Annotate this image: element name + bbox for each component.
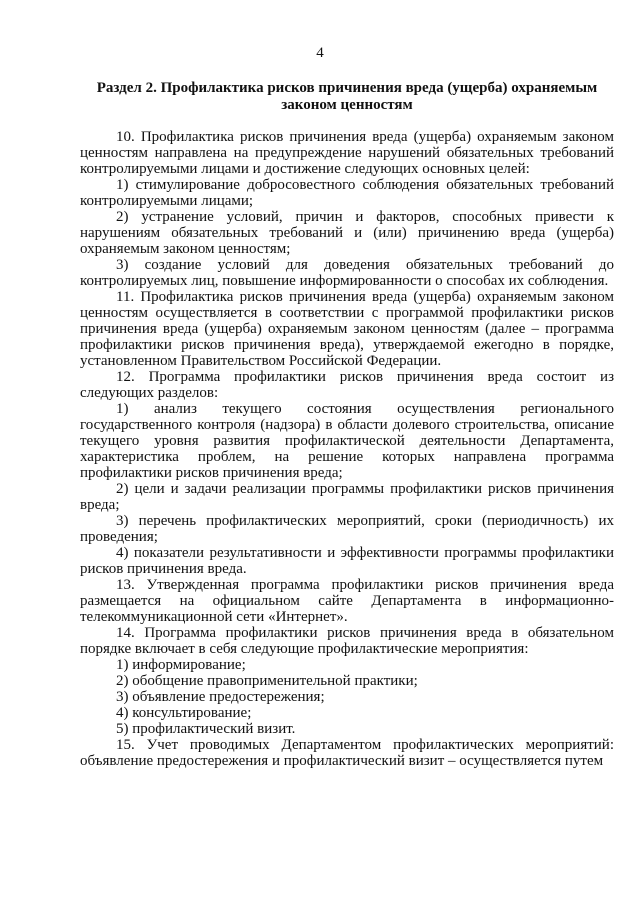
section-title: Раздел 2. Профилактика рисков причинения вреда (ущерба) охраняемым законом ценностям: [96, 80, 598, 113]
document-body: [80, 129, 614, 769]
list-item-section-4: 4) показатели результативности и эффективности программы профилактики рисков причинения вреда.: [80, 545, 614, 577]
paragraph-15: 15. Учет проводимых Департаментом профилактических мероприятий: объявление предостережения и профилактический визит – осуществляется путем: [80, 737, 614, 769]
page-number: 4: [316, 45, 324, 61]
paragraph-12: 12. Программа профилактики рисков причинения вреда состоит из следующих разделов:: [80, 369, 614, 401]
list-item-measure-5: 5) профилактический визит.: [116, 721, 296, 737]
paragraph-14: 14. Программа профилактики рисков причинения вреда в обязательном порядке включает в себя следующие профилактические мероприятия:: [80, 625, 614, 657]
list-item-goal-1: 1) стимулирование добросовестного соблюдения обязательных требований контролируемыми лицами;: [80, 177, 614, 209]
list-item-measure-3: 3) объявление предостережения;: [116, 689, 325, 705]
list-item-measure-4: 4) консультирование;: [116, 705, 252, 721]
list-item-goal-3: 3) создание условий для доведения обязательных требований до контролируемых лиц, повышение информированности о способах их соблюдения.: [80, 257, 614, 289]
paragraph-13: 13. Утвержденная программа профилактики рисков причинения вреда размещается на официальном сайте Департамента в информационно-телекоммуникационной сети «Интернет».: [80, 577, 614, 625]
list-item-measure-2: 2) обобщение правоприменительной практики;: [116, 673, 418, 689]
paragraph-10: 10. Профилактика рисков причинения вреда (ущерба) охраняемым законом ценностям направлена на предупреждение нарушений обязательных требований контролируемыми лицами и достижение следующих основных целей:: [80, 129, 614, 177]
list-item-measure-1: 1) информирование;: [116, 657, 246, 673]
list-item-section-2: 2) цели и задачи реализации программы профилактики рисков причинения вреда;: [80, 481, 614, 513]
list-item-goal-2: 2) устранение условий, причин и факторов, способных привести к нарушениям обязательных требований и (или) причинению вреда (ущерба) охраняемым законом ценностям;: [80, 209, 614, 257]
list-item-section-1: 1) анализ текущего состояния осуществления регионального государственного контроля (надзора) в области долевого строительства, описание текущего уровня развития профилактической деятельности Департамента, характеристика проблем, на решение которых направлена программа профилактики рисков причинения вреда;: [80, 401, 614, 481]
paragraph-11: 11. Профилактика рисков причинения вреда (ущерба) охраняемым законом ценностям осуществляется в соответствии с программой профилактики рисков причинения вреда (ущерба) охраняемым законом ценностям (далее – программа профилактики рисков причинения вреда), утверждаемой ежегодно в порядке, установленном Правительством Российской Федерации.: [80, 289, 614, 369]
list-item-section-3: 3) перечень профилактических мероприятий, сроки (периодичность) их проведения;: [80, 513, 614, 545]
